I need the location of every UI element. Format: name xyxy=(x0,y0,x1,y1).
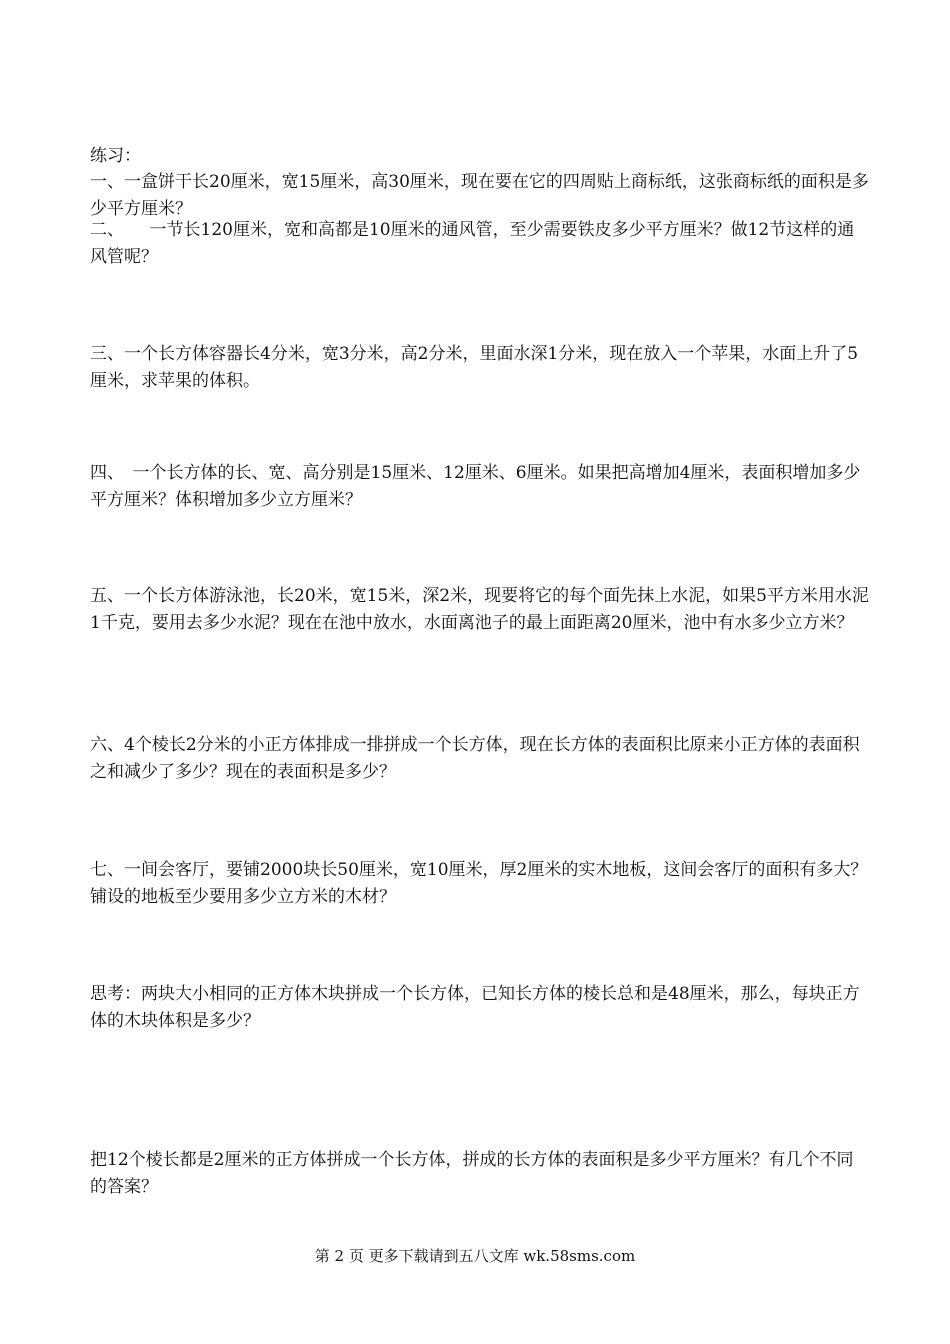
question-3: 三、一个长方体容器长4分米，宽3分米，高2分米，里面水深1分米，现在放入一个苹果，水面上升了5厘米，求苹果的体积。 xyxy=(90,344,859,391)
section-heading: 练习： xyxy=(90,146,141,166)
question-7: 七、一间会客厅，要铺2000块长50厘米，宽10厘米，厚2厘米的实木地板，这间会客厅的面积有多大？铺设的地板至少要用多少立方米的木材？ xyxy=(90,860,868,907)
extra-question: 把12个棱长都是2厘米的正方体拼成一个长方体，拼成的长方体的表面积是多少平方厘米？有几个不同的答案？ xyxy=(90,1150,854,1197)
question-6: 六、4个棱长2分米的小正方体排成一排拼成一个长方体，现在长方体的表面积比原来小正方体的表面积之和减少了多少？现在的表面积是多少？ xyxy=(90,735,860,782)
question-2: 二、 一节长120厘米，宽和高都是10厘米的通风管，至少需要铁皮多少平方厘米？做12节这样的通风管呢？ xyxy=(90,220,855,267)
question-1: 一、一盒饼干长20厘米，宽15厘米，高30厘米，现在要在它的四周贴上商标纸，这张商标纸的面积是多少平方厘米？ xyxy=(90,172,869,219)
question-5: 五、一个长方体游泳池，长20米，宽15米，深2米，现要将它的每个面先抹上水泥，如果5平方米用水泥1千克，要用去多少水泥？现在在池中放水，水面离池子的最上面距离20厘米，池中有水多少立方米？ xyxy=(90,586,869,633)
question-4: 四、 一个长方体的长、宽、高分别是15厘米、12厘米、6厘米。如果把高增加4厘米，表面积增加多少平方厘米？体积增加多少立方厘米？ xyxy=(90,463,861,510)
page-footer: 第 2 页 更多下载请到五八文库 wk.58sms.com xyxy=(314,1247,636,1265)
thinking-question: 思考：两块大小相同的正方体木块拼成一个长方体，已知长方体的棱长总和是48厘米，那么，每块正方体的木块体积是多少？ xyxy=(90,984,860,1031)
